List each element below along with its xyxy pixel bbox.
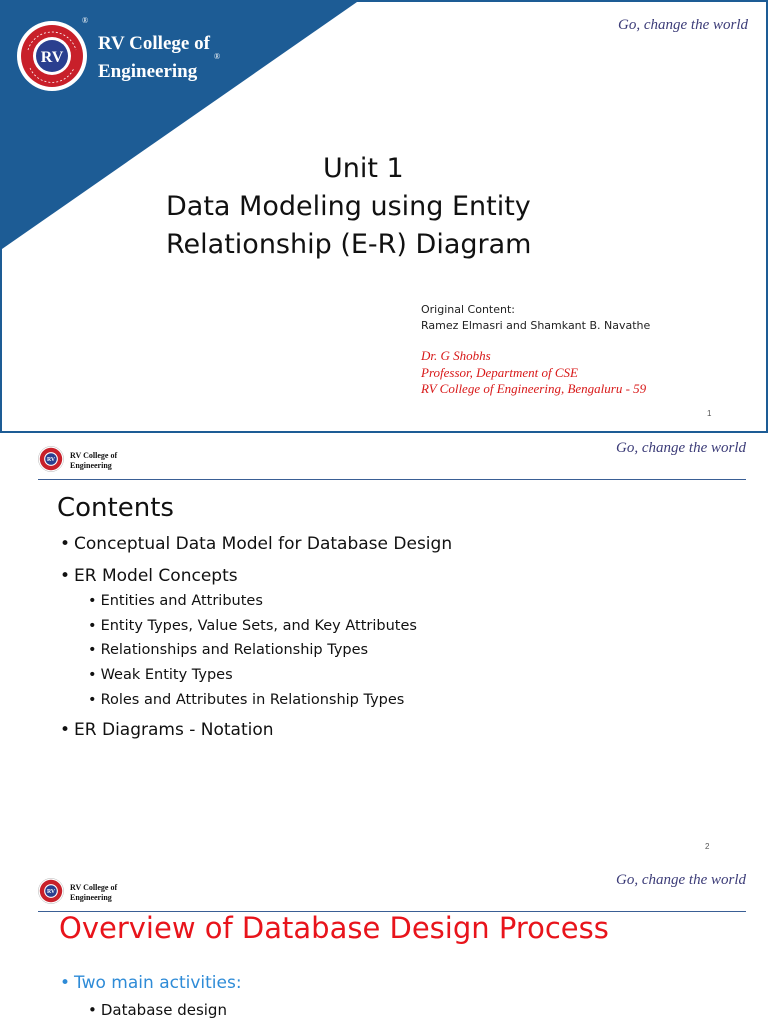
page-title: Contents: [57, 493, 174, 523]
rv-logo-icon: [38, 446, 64, 472]
header-college-line2: Engineering: [70, 893, 112, 902]
college-name-line1: RV College of: [98, 33, 210, 54]
title-line-3: Relationship (E-R) Diagram: [166, 229, 532, 260]
list-item: • Entities and Attributes: [60, 589, 452, 614]
list-item: • Relationships and Relationship Types: [60, 638, 452, 663]
svg-text:RV: RV: [46, 889, 56, 896]
list-item: • Entity Types, Value Sets, and Key Attributes: [60, 614, 452, 639]
list-item: • Roles and Attributes in Relationship Types: [60, 688, 452, 713]
title-line-2: Data Modeling using Entity: [166, 191, 531, 222]
header-divider: [38, 479, 746, 480]
registered-mark: ®: [82, 16, 89, 25]
overview-slide: [0, 865, 768, 1024]
slide-title: [166, 150, 531, 264]
tagline: Go, change the world: [618, 17, 748, 33]
header-college-line1: RV College of: [70, 451, 118, 460]
title-slide: [0, 0, 768, 433]
contents-list: [60, 531, 452, 743]
original-content-authors: Ramez Elmasri and Shamkant B. Navathe: [421, 319, 651, 332]
list-item: • ER Model Concepts: [60, 563, 452, 589]
page-number: 2: [705, 842, 710, 851]
svg-text:RV: RV: [46, 457, 56, 464]
rv-logo-icon: [16, 20, 88, 92]
header-college-line1: RV College of: [70, 883, 118, 892]
author-affiliation: RV College of Engineering, Bengaluru - 59: [421, 381, 647, 396]
list-item: • Database design: [88, 1001, 227, 1019]
list-item: • Weak Entity Types: [60, 663, 452, 688]
page-title: Overview of Database Design Process: [59, 911, 609, 945]
contents-slide: [0, 433, 768, 865]
header-college-name: [70, 451, 117, 471]
page-number: 1: [707, 409, 712, 418]
author-name: Dr. G Shobhs: [421, 348, 491, 363]
college-name-line2: Engineering: [98, 61, 198, 82]
registered-mark: ®: [214, 52, 221, 61]
tagline: Go, change the world: [616, 872, 746, 888]
rv-logo-icon: [38, 878, 64, 904]
original-content: [421, 302, 650, 334]
original-content-label: Original Content:: [421, 303, 515, 316]
svg-text:RV: RV: [40, 49, 64, 66]
college-name: [98, 30, 210, 86]
title-line-unit: Unit 1: [323, 153, 404, 184]
list-item: • Conceptual Data Model for Database Design: [60, 531, 452, 557]
tagline: Go, change the world: [616, 440, 746, 456]
author-title: Professor, Department of CSE: [421, 364, 578, 380]
list-item: • Two main activities:: [60, 973, 242, 993]
list-item: • ER Diagrams - Notation: [60, 717, 452, 743]
author-block: [421, 348, 646, 398]
header-college-name: [70, 883, 117, 903]
header-college-line2: Engineering: [70, 461, 112, 470]
